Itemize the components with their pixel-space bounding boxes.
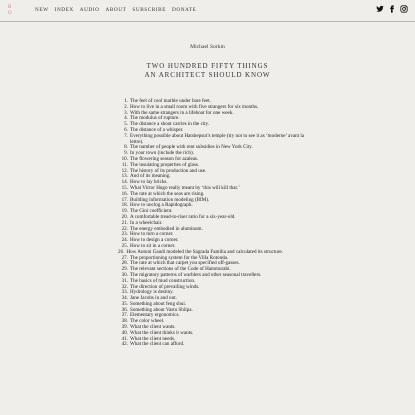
list-item-number: 35.: [121, 300, 128, 307]
list-item-number: 21.: [121, 219, 128, 226]
list-item-text: The energy embodied in aluminum.: [130, 225, 203, 232]
list-item-text: Hydrology is destiny.: [130, 289, 174, 296]
facebook-icon[interactable]: [388, 5, 396, 13]
list-item-text: The number of people with rent subsidies in New York City.: [130, 144, 253, 151]
list-item-number: 41.: [121, 335, 128, 342]
nav-audio[interactable]: AUDIO: [79, 7, 100, 13]
list-item-text: How to turn a corner.: [130, 231, 174, 238]
list-item-text: The rate at which that carpet you specified off-gasses.: [130, 260, 240, 267]
list-item-text: In your town (include the rich).: [130, 150, 194, 157]
article-title-line-1: TWO HUNDRED FIFTY THINGS: [146, 62, 269, 70]
list-item-text: The distance a shout carries in the city.: [130, 121, 210, 128]
logo-letter-top: B: [8, 5, 12, 10]
list-item-number: 42.: [121, 341, 128, 348]
list-item-text: How to unclog a Rapidograph.: [130, 202, 193, 209]
list-item-number: 38.: [121, 318, 128, 325]
list-item-text: What Victor Hugo really meant by ‘this will kill that.’: [130, 184, 240, 191]
list-item-text: Something about feng shui.: [130, 300, 187, 307]
list-item-number: 18.: [121, 202, 128, 209]
list-item-text: What the client can afford.: [130, 341, 185, 348]
list-item: [118, 342, 308, 348]
article-title: [0, 62, 415, 80]
social-links: [376, 5, 408, 13]
list-item-number: 29.: [121, 266, 128, 273]
logo-letter-bottom: O: [8, 11, 13, 16]
numbered-list: [118, 99, 308, 348]
list-item-text: The rate at which the seas are rising.: [130, 190, 205, 197]
list-item-text: The relevant sections of the Code of Hammurabi.: [130, 266, 231, 273]
list-item-text: Something about Vastu Shilpa.: [130, 306, 193, 313]
list-item-number: 26.: [118, 248, 125, 255]
list-item-number: 36.: [121, 306, 128, 313]
list-item-text: The feel of cool marble under bare feet.: [130, 98, 211, 104]
list-item-text: The basics of mud construction.: [130, 277, 196, 284]
list-item-number: 24.: [121, 237, 128, 244]
list-item-text: How Antoni Gaudí modeled the Sagrada Família and calculated its structure.: [126, 248, 283, 255]
list-item-text: The proportioning system for the Villa Rotonda.: [130, 254, 229, 261]
list-item-number: 11.: [121, 161, 128, 168]
list-item-number: 14.: [121, 179, 128, 186]
header-divider: [0, 21, 415, 22]
list-item-number: 27.: [121, 254, 128, 261]
list-item-number: 30.: [121, 271, 128, 278]
site-logo[interactable]: [8, 5, 20, 17]
list-item-text: In a wheelchair.: [130, 219, 163, 226]
list-item-number: 32.: [121, 283, 128, 290]
list-item-number: 12.: [121, 167, 128, 174]
list-item-text: With the same strangers in a lifeboat for one week.: [130, 109, 234, 116]
list-item-number: 9.: [124, 150, 128, 157]
list-item-number: 16.: [121, 190, 128, 197]
list-item-text: The direction of prevailing winds.: [130, 283, 200, 290]
list-item-text: The history of its production and use.: [130, 167, 207, 174]
list-item-text: How to lay bricks.: [130, 179, 168, 186]
list-item-number: 34.: [121, 295, 128, 302]
list-item-text: How to live in a small room with five strangers for six months.: [130, 103, 259, 110]
list-item-number: 40.: [121, 329, 128, 336]
list-item-number: 8.: [124, 144, 128, 151]
nav-donate[interactable]: DONATE: [172, 7, 197, 13]
list-item-number: 39.: [121, 324, 128, 331]
list-item-text: The modulus of rupture.: [130, 115, 180, 122]
list-item-number: 19.: [121, 208, 128, 215]
list-item-number: 1.: [124, 98, 128, 104]
list-item-number: 10.: [121, 155, 128, 162]
list-item-number: 2.: [124, 103, 128, 110]
list-item-text: What the client needs.: [130, 335, 176, 342]
list-item-number: 3.: [124, 109, 128, 116]
top-bar: [0, 0, 415, 22]
list-item-text: How to sit in a corner.: [130, 242, 176, 249]
list-item-number: 22.: [121, 225, 128, 232]
nav-subscribe[interactable]: SUBSCRIBE: [132, 7, 167, 13]
article-title-line-2: AN ARCHITECT SHOULD KNOW: [144, 71, 271, 79]
list-item-text: The color wheel.: [130, 318, 165, 325]
list-item-text: The flowering season for azaleas.: [130, 155, 199, 162]
list-item-text: What the client thinks it wants.: [130, 329, 194, 336]
list-item-text: The migratory patterns of warblers and other seasonal travellers.: [130, 271, 262, 278]
list-item-number: 7.: [124, 132, 128, 139]
list-item-text: And of its meaning.: [130, 173, 171, 180]
list-item-text: Everything possible about Hatshepsut’s temple (try not to see it as ‘moderne’ avant la lettre).: [130, 132, 305, 145]
list-item-number: 31.: [121, 277, 128, 284]
list-item-text: The insulating properties of glass.: [130, 161, 200, 168]
list-item-text: Jane Jacobs in and out.: [130, 295, 177, 302]
list-item-number: 37.: [121, 312, 128, 319]
list-item-number: 25.: [121, 242, 128, 249]
instagram-icon[interactable]: [400, 5, 408, 13]
list-item-number: 13.: [121, 173, 128, 180]
list-item-text: The Gini coefficient.: [130, 208, 173, 215]
list-item-text: Building information modeling (BIM).: [130, 196, 210, 203]
list-item-number: 23.: [121, 231, 128, 238]
list-item-number: 28.: [121, 260, 128, 267]
list-item-text: What the client wants.: [130, 324, 176, 331]
nav-new[interactable]: NEW: [35, 7, 49, 13]
article-author[interactable]: Michael Sorkin: [190, 44, 225, 50]
list-item-number: 20.: [121, 213, 128, 220]
list-item-number: 17.: [121, 196, 128, 203]
main-nav: [35, 7, 196, 13]
list-item-text: How to design a corner.: [130, 237, 179, 244]
list-item-number: 4.: [124, 115, 128, 122]
list-item-number: 33.: [121, 289, 128, 296]
list-item-text: Elementary ergonomics.: [130, 312, 180, 319]
nav-index[interactable]: INDEX: [54, 7, 74, 13]
list-item-text: A comfortable tread-to-riser ratio for a six-year-old.: [130, 213, 236, 220]
list-item-number: 5.: [124, 121, 128, 128]
list-item-text: The distance of a whisper.: [130, 126, 184, 133]
list-item-number: 6.: [124, 126, 128, 133]
nav-about[interactable]: ABOUT: [105, 7, 127, 13]
list-item-number: 15.: [121, 184, 128, 191]
twitter-icon[interactable]: [376, 5, 384, 13]
